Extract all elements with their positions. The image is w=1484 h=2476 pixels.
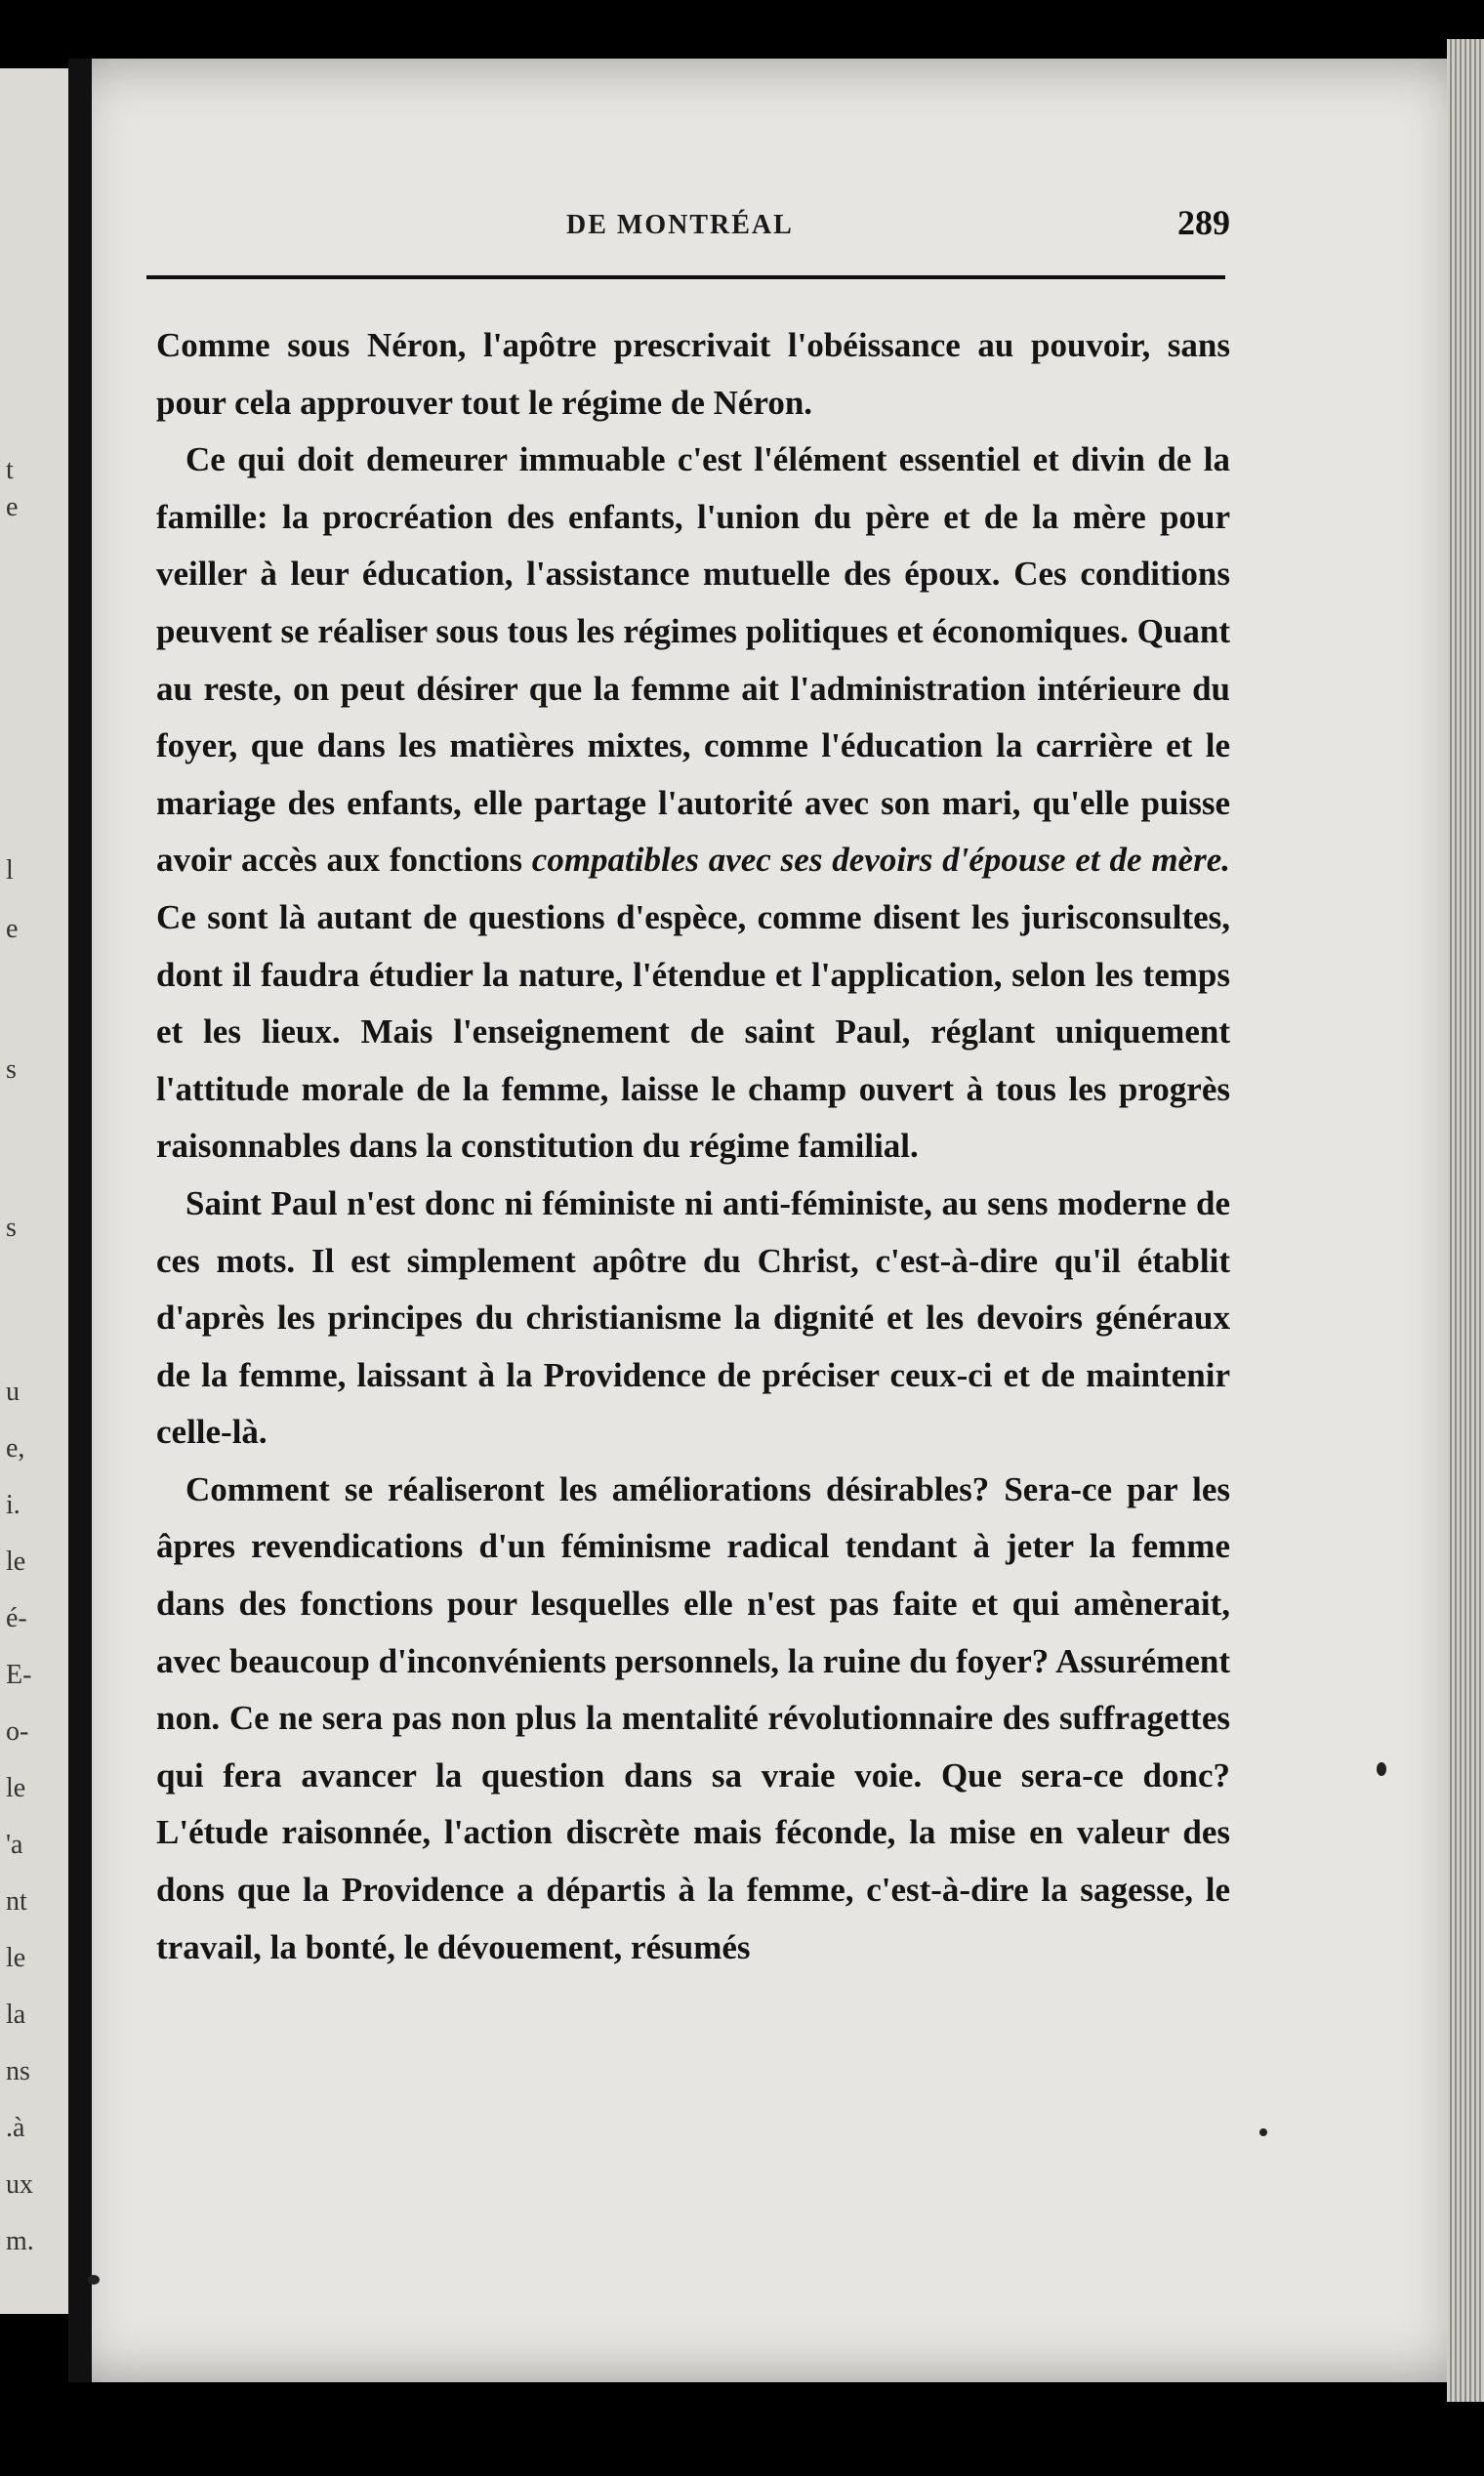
adjacent-page-fragment: 'a [6, 1830, 23, 1860]
adjacent-page-fragment: s [6, 1213, 17, 1243]
adjacent-page-fragment: t [6, 455, 14, 485]
adjacent-page-fragment: nt [6, 1886, 27, 1917]
page-stack-edge [1447, 39, 1484, 2402]
adjacent-page-fragment: le [6, 1943, 26, 1973]
adjacent-page-edge [0, 68, 68, 2314]
adjacent-page-fragment: m. [6, 2226, 34, 2256]
running-title: DE MONTRÉAL [566, 210, 794, 240]
adjacent-page-fragment: ux [6, 2169, 33, 2200]
adjacent-page-fragment: .à [6, 2113, 25, 2143]
page-gutter-shadow [68, 59, 92, 2382]
adjacent-page-fragment: E- [6, 1660, 32, 1690]
ink-speck [88, 2275, 100, 2285]
paragraph-3: Saint Paul n'est donc ni féministe ni anti-féministe, au sens moderne de ces mots. Il est simplement apôtre du Christ, c'est-à-dire qu'il établit d'après les principes du christianisme la dignité et les devoirs généraux de la femme, laissant à la Providence de préciser ceux-ci et de maintenir celle-là. [156, 1183, 1230, 1452]
adjacent-page-fragment: la [6, 2000, 26, 2030]
paragraph-2-text-a: Ce qui doit demeurer immuable c'est l'élément essentiel et divin de la famille: la procréation des enfants, l'union du père et de la mère pour veiller à leur éducation, l'assistance mutuelle des époux. Ces conditions peuvent se réaliser sous tous les régimes politiques et économiques. Quant au reste, on peut désirer que la femme ait l'administration intérieure du foyer, que dans les matières mixtes, comme l'éducation la carrière et le mariage des enfants, elle partage l'autorité avec son mari, qu'elle puisse avoir accès aux fonctions [156, 440, 1230, 880]
page-number: 289 [1177, 203, 1230, 242]
paragraph-2 [156, 432, 1230, 1176]
adjacent-page-fragment: e [6, 914, 19, 944]
body-text [156, 317, 1230, 1976]
adjacent-page-fragment: le [6, 1547, 26, 1577]
adjacent-page-fragment: s [6, 1054, 17, 1085]
paragraph-1: Comme sous Néron, l'apôtre prescrivait l'obéissance au pouvoir, sans pour cela approuver tout le régime de Néron. [156, 326, 1230, 422]
adjacent-page-fragment: le [6, 1773, 26, 1803]
ink-speck [1259, 2128, 1267, 2136]
adjacent-page-fragment: é- [6, 1603, 27, 1633]
paragraph-4: Comment se réaliseront les améliorations désirables? Sera-ce par les âpres revendications d'un féminisme radical tendant à jeter la femme dans des fonctions pour lesquelles elle n'est pas faite et qui amènerait, avec beaucoup d'inconvénients personnels, la ruine du foyer? Assurément non. Ce ne sera pas non plus la mentalité révolutionnaire des suffragettes qui fera avancer la question dans sa vraie voie. Que sera-ce donc? L'étude raisonnée, l'action discrète mais féconde, la mise en valeur des dons que la Providence a départis à la femme, c'est-à-dire la sagesse, le travail, la bonté, le dévouement, résumés [156, 1469, 1230, 1966]
adjacent-page-fragment: ns [6, 2056, 30, 2086]
adjacent-page-fragment: u [6, 1377, 20, 1407]
paragraph-2-text-b: Ce sont là autant de questions d'espèce, comme disent les jurisconsultes, dont il faudra étudier la nature, l'étendue et l'application, selon les temps et les lieux. Mais l'enseignement de saint Paul, réglant uniquement l'attitude morale de la femme, laisse le champ ouvert à tous les progrès raisonnables dans la constitution du régime familial. [156, 897, 1230, 1166]
ink-speck [1377, 1762, 1386, 1776]
adjacent-page-fragment: o- [6, 1716, 29, 1747]
header-rule [146, 275, 1225, 279]
adjacent-page-fragment: e [6, 492, 19, 522]
adjacent-page-fragment: i. [6, 1490, 21, 1520]
adjacent-page-fragment: e, [6, 1433, 25, 1464]
paragraph-2-italic: compatibles avec ses devoirs d'épouse et de mère. [531, 841, 1231, 880]
adjacent-page-fragment: l [6, 855, 14, 886]
running-head [156, 200, 1230, 249]
